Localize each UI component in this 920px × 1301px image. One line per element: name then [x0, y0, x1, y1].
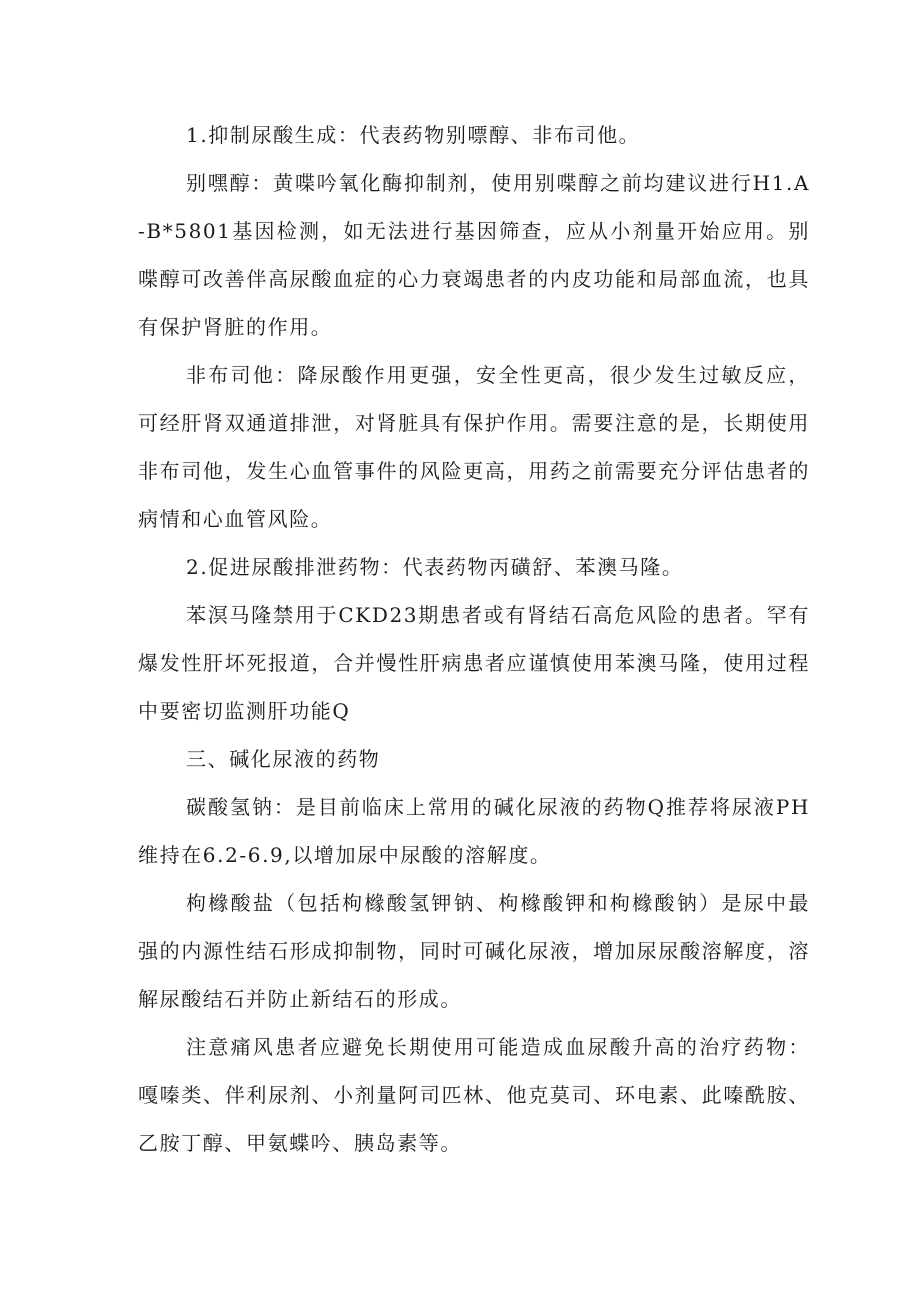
paragraph-benzbromarone: 苯溟马隆禁用于CKD23期患者或有肾结石高危风险的患者。罕有爆发性肝坏死报道，合并慢性肝病患者应谨慎使用苯澳马隆，使用过程中要密切监测肝功能Q: [138, 603, 810, 723]
paragraph-sodium-bicarbonate: 碳酸氢钠：是目前临床上常用的碱化尿液的药物Q推荐将尿液PH维持在6.2-6.9,以增加尿中尿酸的溶解度。: [138, 795, 810, 867]
section-heading-inhibit-uric-acid: 1.抑制尿酸生成：代表药物别嘌醇、非布司他。: [186, 123, 641, 147]
document-body: [138, 111, 810, 1167]
paragraph-gout-caution: 注意痛风患者应避免长期使用可能造成血尿酸升高的治疗药物：嘎嗪类、伴利尿剂、小剂量阿司匹林、他克莫司、环电素、此嗪酰胺、乙胺丁醇、甲氨蝶吟、胰岛素等。: [138, 1035, 810, 1155]
paragraph-allopurinol: 别嘿醇：黄喋吟氧化酶抑制剂，使用别喋醇之前均建议进行H1.A-B*5801基因检测，如无法进行基因筛查，应从小剂量开始应用。别喋醇可改善伴高尿酸血症的心力衰竭患者的内皮功能和局部血流，也具有保护肾脏的作用。: [138, 171, 810, 339]
section-heading-promote-excretion: 2.促进尿酸排泄药物：代表药物丙磺舒、苯澳马隆。: [186, 555, 684, 579]
paragraph-citrate: 枸橼酸盐（包括枸橼酸氢钾钠、枸橼酸钾和枸橼酸钠）是尿中最强的内源性结石形成抑制物，同时可碱化尿液，增加尿尿酸溶解度，溶解尿酸结石并防止新结石的形成。: [138, 891, 810, 1011]
paragraph-febuxostat: 非布司他：降尿酸作用更强，安全性更高，很少发生过敏反应，可经肝肾双通道排泄，对肾脏具有保护作用。需要注意的是，长期使用非布司他，发生心血管事件的风险更高，用药之前需要充分评估患者的病情和心血管风险。: [138, 363, 810, 531]
section-heading-alkalinize-urine: 三、碱化尿液的药物: [186, 747, 381, 771]
